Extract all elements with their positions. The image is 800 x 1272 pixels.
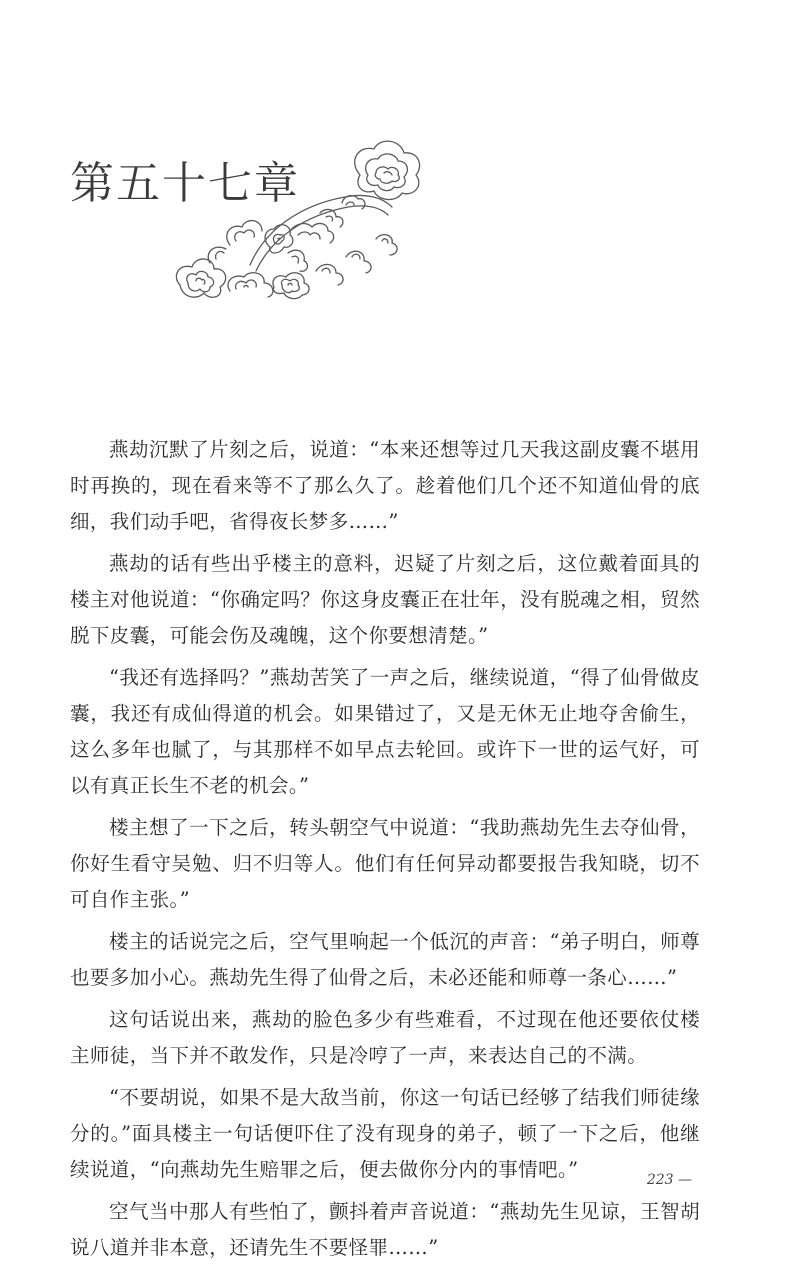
paragraph: 燕劫的话有些出乎楼主的意料，迟疑了片刻之后，这位戴着面具的楼主对他说道：“你确定吗？你这身皮囊正在壮年，没有脱魂之相，贸然脱下皮囊，可能会伤及魂魄，这个你要想清楚。” [70, 552, 700, 647]
paragraph: 楼主的话说完之后，空气里响起一个低沉的声音：“弟子明白，师尊也要多加小心。燕劫先生得了仙骨之后，未必还能和师尊一条心……” [70, 930, 700, 989]
paragraph: “我还有选择吗？”燕劫苦笑了一声之后，继续说道，“得了仙骨做皮囊，我还有成仙得道的机会。如果错过了，又是无休无止地夺舍偷生，这么多年也腻了，与其那样不如早点去轮回。或许下一世的运气好，可以有真正长生不老的机会。” [70, 666, 700, 797]
paragraph: “不要胡说，如果不是大敌当前，你这一句话已经够了结我们师徒缘分的。”面具楼主一句话便吓住了没有现身的弟子，顿了一下之后，他继续说道，“向燕劫先生赔罪之后，便去做你分内的事情吧。” [70, 1086, 700, 1181]
chapter-title: 第五十七章 [70, 158, 300, 209]
paragraph: 空气当中那人有些怕了，颤抖着声音说道：“燕劫先生见谅，王智胡说八道并非本意，还请先生不要怪罪……” [70, 1200, 700, 1259]
chapter-body [70, 432, 700, 1272]
chapter-header [70, 135, 430, 305]
paragraph: 这句话说出来，燕劫的脸色多少有些难看，不过现在他还要依仗楼主师徒，当下并不敢发作，只是冷哼了一声，来表达自己的不满。 [70, 1008, 700, 1067]
page-number: 223 — [646, 1172, 692, 1188]
paragraph: 楼主想了一下之后，转头朝空气中说道：“我助燕劫先生去夺仙骨，你好生看守吴勉、归不归等人。他们有任何异动都要报告我知晓，切不可自作主张。” [70, 816, 700, 911]
paragraph: 燕劫沉默了片刻之后，说道：“本来还想等过几天我这副皮囊不堪用时再换的，现在看来等不了那么久了。趁着他们几个还不知道仙骨的底细，我们动手吧，省得夜长梦多……” [70, 438, 700, 533]
